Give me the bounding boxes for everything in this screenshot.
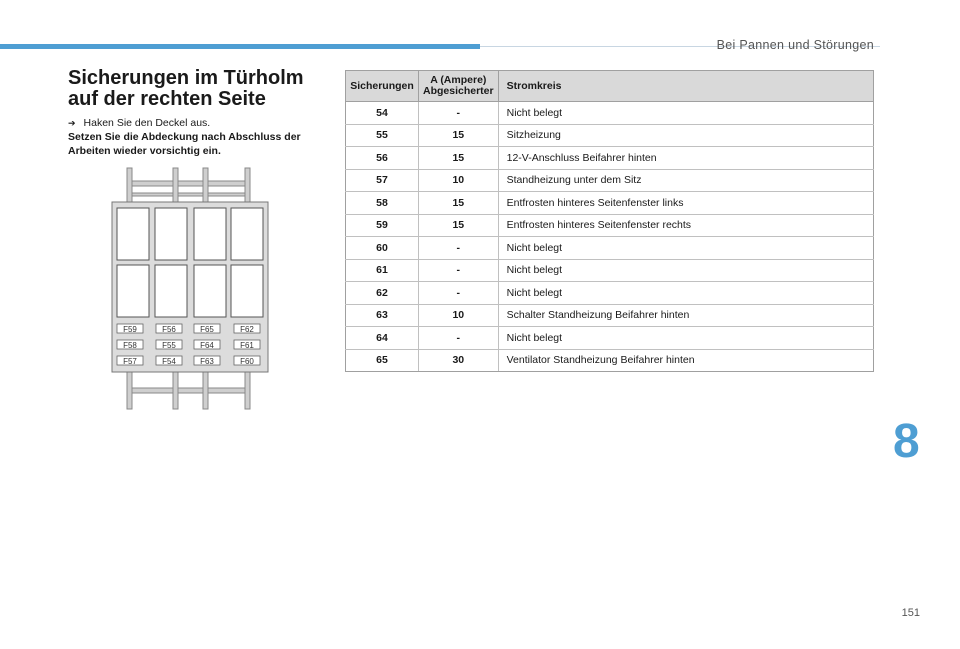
cell-circuit: Ventilator Standheizung Beifahrer hinten <box>498 349 873 372</box>
connector-bar <box>178 388 203 393</box>
relay-slot <box>155 265 187 317</box>
instruction-note: Setzen Sie die Abdeckung nach Abschluss der Arbeiten wieder vorsichtig ein. <box>68 131 301 157</box>
fuse-label: F61 <box>240 341 254 350</box>
table-row <box>346 349 874 372</box>
fuse-table <box>345 70 874 372</box>
connector-bar <box>132 181 173 186</box>
cell-ampere: 15 <box>419 124 499 147</box>
cell-circuit: Standheizung unter dem Sitz <box>498 169 873 192</box>
cell-fuse-number: 56 <box>346 147 419 170</box>
cell-fuse-number: 63 <box>346 304 419 327</box>
fuse-label: F60 <box>240 357 254 366</box>
heading-line-1: Sicherungen im Türholm <box>68 67 304 89</box>
col-header-fuse: Sicherungen <box>346 71 419 102</box>
cell-fuse-number: 60 <box>346 237 419 260</box>
cell-ampere: 15 <box>419 192 499 215</box>
cell-circuit: Nicht belegt <box>498 282 873 305</box>
cell-circuit: Entfrosten hinteres Seitenfenster rechts <box>498 214 873 237</box>
instructions <box>68 116 328 158</box>
cell-fuse-number: 65 <box>346 349 419 372</box>
cell-ampere: - <box>419 259 499 282</box>
cell-fuse-number: 58 <box>346 192 419 215</box>
table-row <box>346 259 874 282</box>
relay-slot <box>117 208 149 260</box>
col-header-ampere-line2: Abgesicherter <box>423 85 494 97</box>
bottom-post <box>127 371 132 409</box>
col-header-circuit: Stromkreis <box>498 71 873 102</box>
fuse-label: F59 <box>123 325 137 334</box>
cell-ampere: 10 <box>419 169 499 192</box>
fuse-label: F57 <box>123 357 137 366</box>
relay-slot <box>194 265 226 317</box>
connector-bar <box>208 181 245 186</box>
connector-bar <box>132 193 173 196</box>
table-row <box>346 147 874 170</box>
connector-bar <box>208 193 245 196</box>
cell-circuit: Sitzheizung <box>498 124 873 147</box>
cell-circuit: Entfrosten hinteres Seitenfenster links <box>498 192 873 215</box>
cell-circuit: Nicht belegt <box>498 259 873 282</box>
fuse-label: F58 <box>123 341 137 350</box>
cell-ampere: - <box>419 102 499 125</box>
relay-slot <box>155 208 187 260</box>
col-header-ampere-line1: A (Ampere) <box>430 74 487 86</box>
relay-slot <box>231 265 263 317</box>
table-row <box>346 282 874 305</box>
col-header-ampere <box>419 71 499 102</box>
cell-circuit: 12-V-Anschluss Beifahrer hinten <box>498 147 873 170</box>
relay-slot <box>194 208 226 260</box>
cell-fuse-number: 55 <box>346 124 419 147</box>
cell-ampere: - <box>419 282 499 305</box>
table-row <box>346 304 874 327</box>
arrow-right-icon: ➔ <box>68 118 76 128</box>
cell-ampere: - <box>419 237 499 260</box>
connector-bar <box>178 193 203 196</box>
cell-circuit: Nicht belegt <box>498 102 873 125</box>
instruction-step <box>68 116 328 130</box>
cell-fuse-number: 64 <box>346 327 419 350</box>
page-number: 151 <box>901 607 920 619</box>
cell-circuit: Nicht belegt <box>498 327 873 350</box>
table-row <box>346 192 874 215</box>
connector-bar <box>208 388 245 393</box>
page-heading <box>68 68 304 110</box>
top-post <box>245 168 250 204</box>
connector-bar <box>132 388 173 393</box>
cell-circuit: Schalter Standheizung Beifahrer hinten <box>498 304 873 327</box>
fuse-label: F56 <box>162 325 176 334</box>
fuse-label: F64 <box>200 341 214 350</box>
table-row <box>346 169 874 192</box>
table-row <box>346 327 874 350</box>
instruction-step-text: Haken Sie den Deckel aus. <box>83 117 211 129</box>
cell-fuse-number: 54 <box>346 102 419 125</box>
fuse-label: F65 <box>200 325 214 334</box>
connector-bar <box>178 181 203 186</box>
fuse-label: F54 <box>162 357 176 366</box>
heading-line-2: auf der rechten Seite <box>68 88 266 110</box>
header-accent-bar <box>0 44 480 49</box>
fuse-box-diagram <box>110 166 270 412</box>
chapter-number: 8 <box>893 415 920 468</box>
cell-ampere: 10 <box>419 304 499 327</box>
table-header-row <box>346 71 874 102</box>
top-post <box>173 168 178 204</box>
table-row <box>346 214 874 237</box>
cell-ampere: - <box>419 327 499 350</box>
cell-ampere: 15 <box>419 214 499 237</box>
table-row <box>346 124 874 147</box>
cell-fuse-number: 62 <box>346 282 419 305</box>
bottom-post <box>203 371 208 409</box>
table-row <box>346 237 874 260</box>
cell-fuse-number: 57 <box>346 169 419 192</box>
cell-circuit: Nicht belegt <box>498 237 873 260</box>
fuse-label: F63 <box>200 357 214 366</box>
relay-slot <box>231 208 263 260</box>
cell-fuse-number: 59 <box>346 214 419 237</box>
relay-slot <box>117 265 149 317</box>
section-title: Bei Pannen und Störungen <box>716 38 874 52</box>
fuse-label: F55 <box>162 341 176 350</box>
top-post <box>127 168 132 204</box>
top-post <box>203 168 208 204</box>
cell-ampere: 15 <box>419 147 499 170</box>
fuse-label: F62 <box>240 325 254 334</box>
bottom-post <box>173 371 178 409</box>
cell-fuse-number: 61 <box>346 259 419 282</box>
bottom-post <box>245 371 250 409</box>
table-row <box>346 102 874 125</box>
cell-ampere: 30 <box>419 349 499 372</box>
